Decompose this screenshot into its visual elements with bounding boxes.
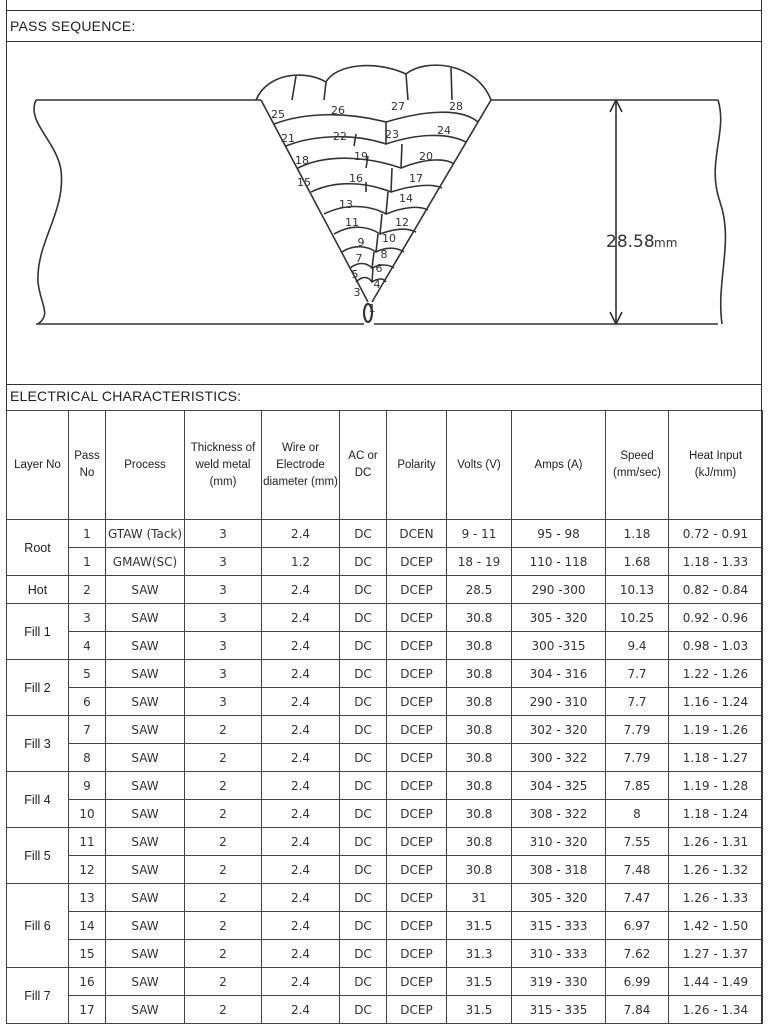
table-row [7, 912, 763, 940]
cell-acdc: DC [340, 548, 387, 576]
cell-layer: Fill 6 [7, 884, 69, 968]
cell-volts: 30.8 [447, 800, 512, 828]
cell-acdc: DC [340, 688, 387, 716]
cell-thickness: 2 [185, 800, 262, 828]
table-row [7, 940, 763, 968]
cell-acdc: DC [340, 884, 387, 912]
col-header-speed: Speed (mm/sec) [606, 411, 669, 520]
pass-label: 14 [399, 192, 413, 205]
cell-pass: 12 [69, 856, 106, 884]
col-header-volts: Volts (V) [447, 411, 512, 520]
cell-acdc: DC [340, 856, 387, 884]
cell-process: SAW [106, 688, 185, 716]
cell-pass: 16 [69, 968, 106, 996]
pass-sequence-drawing [6, 42, 762, 385]
cell-pass: 1 [69, 548, 106, 576]
cell-process: SAW [106, 744, 185, 772]
table-row [7, 520, 763, 548]
cell-pass: 8 [69, 744, 106, 772]
cell-heat: 1.19 - 1.26 [669, 716, 763, 744]
cell-diameter: 2.4 [262, 940, 340, 968]
cell-amps: 310 - 320 [512, 828, 606, 856]
cell-pass: 10 [69, 800, 106, 828]
cell-speed: 8 [606, 800, 669, 828]
cell-process: GMAW(SC) [106, 548, 185, 576]
cell-acdc: DC [340, 772, 387, 800]
section-divider [6, 384, 762, 385]
cell-layer: Fill 2 [7, 660, 69, 716]
pass-label: 8 [380, 248, 388, 261]
cell-process: SAW [106, 604, 185, 632]
cell-volts: 31.5 [447, 968, 512, 996]
pass-sequence-title: PASS SEQUENCE: [10, 18, 136, 34]
cell-diameter: 1.2 [262, 548, 340, 576]
cell-polarity: DCEP [387, 576, 447, 604]
dimension-unit: mm [654, 236, 678, 250]
electrical-title: ELECTRICAL CHARACTERISTICS: [10, 388, 242, 404]
cell-amps: 305 - 320 [512, 604, 606, 632]
cell-heat: 0.72 - 0.91 [669, 520, 763, 548]
cell-polarity: DCEP [387, 940, 447, 968]
pass-label: 10 [382, 232, 396, 245]
cell-polarity: DCEP [387, 996, 447, 1024]
cell-diameter: 2.4 [262, 800, 340, 828]
cell-heat: 1.26 - 1.31 [669, 828, 763, 856]
cell-diameter: 2.4 [262, 884, 340, 912]
cell-diameter: 2.4 [262, 632, 340, 660]
cell-process: SAW [106, 828, 185, 856]
cell-polarity: DCEP [387, 604, 447, 632]
cell-process: SAW [106, 940, 185, 968]
cell-polarity: DCEP [387, 968, 447, 996]
pass-label: 1 [368, 302, 376, 315]
cell-acdc: DC [340, 660, 387, 688]
cell-diameter: 2.4 [262, 576, 340, 604]
cell-volts: 30.8 [447, 632, 512, 660]
cell-thickness: 3 [185, 604, 262, 632]
cell-speed: 9.4 [606, 632, 669, 660]
cell-process: SAW [106, 576, 185, 604]
pass-label: 23 [385, 128, 399, 141]
cell-speed: 7.48 [606, 856, 669, 884]
pass-label: 20 [419, 150, 433, 163]
cell-speed: 7.79 [606, 716, 669, 744]
table-row [7, 968, 763, 996]
cell-volts: 31.3 [447, 940, 512, 968]
cell-thickness: 2 [185, 716, 262, 744]
cell-heat: 1.26 - 1.34 [669, 996, 763, 1024]
cell-polarity: DCEP [387, 660, 447, 688]
pass-label: 27 [391, 100, 405, 113]
pass-label: 21 [281, 132, 295, 145]
cell-speed: 10.13 [606, 576, 669, 604]
cell-volts: 30.8 [447, 688, 512, 716]
cell-diameter: 2.4 [262, 828, 340, 856]
cell-acdc: DC [340, 632, 387, 660]
cell-thickness: 3 [185, 632, 262, 660]
cell-amps: 290 -300 [512, 576, 606, 604]
cell-acdc: DC [340, 940, 387, 968]
table-row [7, 660, 763, 688]
cell-thickness: 3 [185, 548, 262, 576]
table-row [7, 716, 763, 744]
cell-heat: 1.18 - 1.33 [669, 548, 763, 576]
cell-acdc: DC [340, 912, 387, 940]
pass-label: 7 [355, 252, 363, 265]
cell-thickness: 2 [185, 940, 262, 968]
plate-break-right [715, 100, 725, 324]
cell-process: SAW [106, 996, 185, 1024]
cell-speed: 7.47 [606, 884, 669, 912]
cell-polarity: DCEP [387, 688, 447, 716]
cell-amps: 290 - 310 [512, 688, 606, 716]
cell-volts: 30.8 [447, 604, 512, 632]
cell-pass: 5 [69, 660, 106, 688]
cell-amps: 300 - 322 [512, 744, 606, 772]
cell-volts: 30.8 [447, 772, 512, 800]
cell-pass: 1 [69, 520, 106, 548]
cell-amps: 319 - 330 [512, 968, 606, 996]
cell-pass: 4 [69, 632, 106, 660]
table-row [7, 884, 763, 912]
cell-acdc: DC [340, 744, 387, 772]
cell-diameter: 2.4 [262, 996, 340, 1024]
cell-acdc: DC [340, 996, 387, 1024]
cell-amps: 308 - 322 [512, 800, 606, 828]
cell-diameter: 2.4 [262, 688, 340, 716]
pass-label: 9 [357, 236, 365, 249]
col-header-heat-input: Heat Input (kJ/mm) [669, 411, 763, 520]
cell-speed: 6.99 [606, 968, 669, 996]
cell-speed: 6.97 [606, 912, 669, 940]
table-row [7, 996, 763, 1024]
cell-thickness: 2 [185, 828, 262, 856]
pass-label: 3 [353, 286, 361, 299]
cell-volts: 18 - 19 [447, 548, 512, 576]
cell-acdc: DC [340, 576, 387, 604]
table-header-row [7, 411, 763, 520]
cell-volts: 30.8 [447, 744, 512, 772]
cell-polarity: DCEP [387, 548, 447, 576]
cell-speed: 7.85 [606, 772, 669, 800]
cell-layer: Fill 4 [7, 772, 69, 828]
cell-heat: 1.19 - 1.28 [669, 772, 763, 800]
cell-heat: 1.27 - 1.37 [669, 940, 763, 968]
cell-thickness: 2 [185, 744, 262, 772]
cell-pass: 13 [69, 884, 106, 912]
table-body [7, 520, 763, 1024]
cell-diameter: 2.4 [262, 520, 340, 548]
cell-acdc: DC [340, 800, 387, 828]
cell-heat: 1.42 - 1.50 [669, 912, 763, 940]
cell-diameter: 2.4 [262, 912, 340, 940]
pass-label: 17 [409, 172, 423, 185]
cell-pass: 7 [69, 716, 106, 744]
cell-thickness: 2 [185, 884, 262, 912]
cell-heat: 0.82 - 0.84 [669, 576, 763, 604]
cell-pass: 6 [69, 688, 106, 716]
cell-pass: 2 [69, 576, 106, 604]
table-row [7, 828, 763, 856]
cell-diameter: 2.4 [262, 744, 340, 772]
cell-speed: 7.7 [606, 660, 669, 688]
cell-pass: 11 [69, 828, 106, 856]
cell-process: SAW [106, 660, 185, 688]
cell-volts: 30.8 [447, 716, 512, 744]
top-rule [6, 10, 762, 11]
col-header-polarity: Polarity [387, 411, 447, 520]
cell-polarity: DCEP [387, 828, 447, 856]
cell-acdc: DC [340, 604, 387, 632]
cell-thickness: 2 [185, 772, 262, 800]
cell-polarity: DCEP [387, 912, 447, 940]
cell-polarity: DCEN [387, 520, 447, 548]
cell-polarity: DCEP [387, 716, 447, 744]
col-header-diameter: Wire or Electrode diameter (mm) [262, 411, 340, 520]
cell-layer: Root [7, 520, 69, 576]
cell-polarity: DCEP [387, 884, 447, 912]
cell-thickness: 3 [185, 688, 262, 716]
cell-speed: 7.84 [606, 996, 669, 1024]
pass-label: 4 [373, 278, 381, 291]
cell-process: SAW [106, 912, 185, 940]
cell-volts: 31.5 [447, 912, 512, 940]
cell-diameter: 2.4 [262, 604, 340, 632]
cell-speed: 10.25 [606, 604, 669, 632]
cell-thickness: 2 [185, 856, 262, 884]
cell-polarity: DCEP [387, 800, 447, 828]
cell-amps: 110 - 118 [512, 548, 606, 576]
table-row [7, 688, 763, 716]
cell-heat: 1.26 - 1.32 [669, 856, 763, 884]
cell-amps: 302 - 320 [512, 716, 606, 744]
cell-polarity: DCEP [387, 632, 447, 660]
cell-heat: 1.18 - 1.24 [669, 800, 763, 828]
cell-heat: 1.18 - 1.27 [669, 744, 763, 772]
cell-process: SAW [106, 856, 185, 884]
cell-pass: 9 [69, 772, 106, 800]
cell-amps: 300 -315 [512, 632, 606, 660]
col-header-layer: Layer No [7, 411, 69, 520]
cell-pass: 17 [69, 996, 106, 1024]
pass-label: 5 [351, 268, 359, 281]
table-row [7, 856, 763, 884]
col-header-amps: Amps (A) [512, 411, 606, 520]
pass-label: 26 [331, 104, 345, 117]
cell-heat: 1.22 - 1.26 [669, 660, 763, 688]
pass-label: 19 [354, 150, 368, 163]
cell-thickness: 3 [185, 520, 262, 548]
cell-layer: Fill 5 [7, 828, 69, 884]
cell-layer: Fill 7 [7, 968, 69, 1024]
cell-diameter: 2.4 [262, 716, 340, 744]
cell-amps: 308 - 318 [512, 856, 606, 884]
cell-process: SAW [106, 772, 185, 800]
table-row [7, 744, 763, 772]
col-header-thickness: Thickness of weld metal (mm) [185, 411, 262, 520]
cell-acdc: DC [340, 828, 387, 856]
table-row [7, 632, 763, 660]
table-row [7, 576, 763, 604]
cell-diameter: 2.4 [262, 856, 340, 884]
col-header-pass: Pass No [69, 411, 106, 520]
cell-amps: 315 - 333 [512, 912, 606, 940]
cell-pass: 15 [69, 940, 106, 968]
cell-process: SAW [106, 716, 185, 744]
cell-volts: 28.5 [447, 576, 512, 604]
cell-speed: 1.18 [606, 520, 669, 548]
cell-speed: 7.55 [606, 828, 669, 856]
cell-layer: Fill 3 [7, 716, 69, 772]
cell-heat: 1.44 - 1.49 [669, 968, 763, 996]
pass-label: 13 [339, 198, 353, 211]
cell-speed: 1.68 [606, 548, 669, 576]
dimension-value: 28.58 [606, 232, 655, 252]
cell-amps: 310 - 333 [512, 940, 606, 968]
pass-label: 24 [437, 124, 451, 137]
cell-volts: 30.8 [447, 856, 512, 884]
cell-amps: 304 - 325 [512, 772, 606, 800]
pass-label: 6 [375, 262, 383, 275]
pass-label: 16 [349, 172, 363, 185]
pass-label: 18 [295, 154, 309, 167]
cell-speed: 7.79 [606, 744, 669, 772]
cell-volts: 31.5 [447, 996, 512, 1024]
pass-label: 28 [449, 100, 463, 113]
pass-label: 25 [271, 108, 285, 121]
cell-polarity: DCEP [387, 744, 447, 772]
cell-process: GTAW (Tack) [106, 520, 185, 548]
cell-polarity: DCEP [387, 856, 447, 884]
cell-heat: 1.16 - 1.24 [669, 688, 763, 716]
cell-thickness: 2 [185, 968, 262, 996]
cell-acdc: DC [340, 520, 387, 548]
cell-thickness: 2 [185, 912, 262, 940]
cell-diameter: 2.4 [262, 772, 340, 800]
cell-pass: 3 [69, 604, 106, 632]
cell-acdc: DC [340, 968, 387, 996]
cell-amps: 95 - 98 [512, 520, 606, 548]
cell-process: SAW [106, 968, 185, 996]
cell-process: SAW [106, 632, 185, 660]
pass-label: 22 [333, 130, 347, 143]
col-header-process: Process [106, 411, 185, 520]
pass-label: 12 [395, 216, 409, 229]
cell-layer: Fill 1 [7, 604, 69, 660]
pass-label: 11 [345, 216, 359, 229]
cell-layer: Hot [7, 576, 69, 604]
cell-process: SAW [106, 800, 185, 828]
cell-diameter: 2.4 [262, 660, 340, 688]
cell-process: SAW [106, 884, 185, 912]
cell-volts: 9 - 11 [447, 520, 512, 548]
cell-thickness: 3 [185, 660, 262, 688]
cell-amps: 315 - 335 [512, 996, 606, 1024]
cell-thickness: 2 [185, 996, 262, 1024]
cell-diameter: 2.4 [262, 968, 340, 996]
cell-amps: 305 - 320 [512, 884, 606, 912]
cell-heat: 0.92 - 0.96 [669, 604, 763, 632]
cell-amps: 304 - 316 [512, 660, 606, 688]
table-row [7, 772, 763, 800]
cell-speed: 7.62 [606, 940, 669, 968]
cell-thickness: 3 [185, 576, 262, 604]
table-row [7, 604, 763, 632]
cell-speed: 7.7 [606, 688, 669, 716]
col-header-acdc: AC or DC [340, 411, 387, 520]
cell-volts: 31 [447, 884, 512, 912]
cell-volts: 30.8 [447, 660, 512, 688]
cell-acdc: DC [340, 716, 387, 744]
cell-pass: 14 [69, 912, 106, 940]
cell-heat: 1.26 - 1.33 [669, 884, 763, 912]
cell-volts: 30.8 [447, 828, 512, 856]
electrical-characteristics-table [6, 410, 763, 1024]
plate-break-left [34, 100, 62, 324]
cell-polarity: DCEP [387, 772, 447, 800]
table-row [7, 800, 763, 828]
table-row [7, 548, 763, 576]
cell-heat: 0.98 - 1.03 [669, 632, 763, 660]
cap-contour [256, 65, 491, 100]
pass-label: 15 [297, 176, 311, 189]
